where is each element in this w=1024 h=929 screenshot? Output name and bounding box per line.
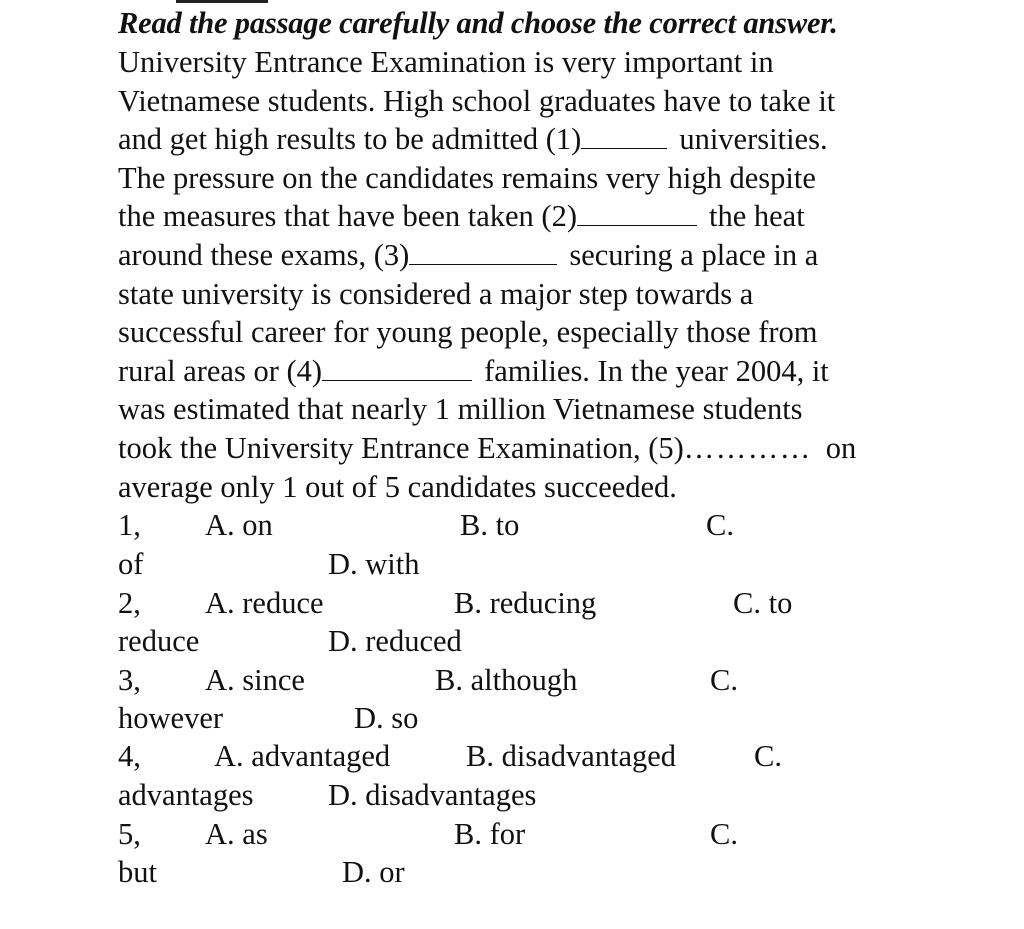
option-d[interactable]: D. with [328, 547, 420, 581]
passage-text: families. In the year 2004, it [484, 354, 829, 388]
cropped-heading-fragment [176, 0, 268, 3]
option-a[interactable]: A. since [205, 663, 305, 697]
passage-line [118, 236, 818, 274]
option-a[interactable]: A. advantaged [214, 739, 391, 773]
passage-text: took the University Entrance Examination, (5) [118, 431, 684, 465]
passage-text: universities. [679, 122, 828, 156]
passage-line: average only 1 out of 5 candidates succeeded. [118, 470, 677, 504]
option-a[interactable]: A. on [205, 508, 273, 542]
option-c[interactable]: C. [710, 817, 738, 851]
answer-blank-2 [577, 201, 697, 226]
passage-line [118, 352, 829, 390]
option-d[interactable]: D. reduced [328, 624, 462, 658]
passage-text: and get high results to be admitted (1) [118, 122, 582, 156]
option-c-continued[interactable]: but [118, 855, 157, 889]
passage-text: the measures that have been taken (2) [118, 199, 577, 233]
instruction-heading: Read the passage carefully and choose the correct answer. [118, 6, 838, 40]
passage-text: rural areas or (4) [118, 354, 323, 388]
question-number: 1, [118, 508, 141, 542]
passage-line [118, 120, 828, 158]
option-c[interactable]: C. [710, 663, 738, 697]
question-number: 3, [118, 663, 141, 697]
question-number: 2, [118, 586, 141, 620]
passage-line [118, 429, 856, 467]
option-c[interactable]: C. to [733, 586, 793, 620]
passage-text: on [825, 431, 857, 465]
option-c-continued[interactable]: reduce [118, 624, 200, 658]
option-b[interactable]: B. disadvantaged [466, 739, 677, 773]
passage-line: was estimated that nearly 1 million Vietnamese students [118, 392, 803, 426]
option-c-continued[interactable]: however [118, 701, 224, 735]
passage-line: Vietnamese students. High school graduates have to take it [118, 84, 836, 118]
answer-blank-3 [409, 240, 557, 265]
option-b[interactable]: B. although [435, 663, 578, 697]
option-c-continued[interactable]: advantages [118, 778, 254, 812]
option-c[interactable]: C. [706, 508, 734, 542]
option-a[interactable]: A. reduce [205, 586, 324, 620]
passage-text: securing a place in a [569, 238, 819, 272]
answer-blank-5: ………… [683, 431, 812, 465]
option-b[interactable]: B. reducing [454, 586, 597, 620]
passage-line: state university is considered a major step towards a [118, 277, 754, 311]
answer-blank-4 [322, 356, 472, 381]
question-number: 4, [118, 739, 141, 773]
passage-text: around these exams, (3) [118, 238, 410, 272]
passage-line [118, 197, 805, 235]
option-b[interactable]: B. to [460, 508, 520, 542]
option-c[interactable]: C. [754, 739, 782, 773]
option-c-continued[interactable]: of [118, 547, 144, 581]
question-number: 5, [118, 817, 141, 851]
passage-line: The pressure on the candidates remains very high despite [118, 161, 816, 195]
passage-line: University Entrance Examination is very important in [118, 45, 774, 79]
option-d[interactable]: D. disadvantages [328, 778, 537, 812]
passage-text: the heat [709, 199, 805, 233]
answer-blank-1 [581, 124, 667, 149]
passage-line: successful career for young people, especially those from [118, 315, 818, 349]
option-a[interactable]: A. as [205, 817, 268, 851]
option-b[interactable]: B. for [454, 817, 526, 851]
option-d[interactable]: D. so [354, 701, 419, 735]
option-d[interactable]: D. or [342, 855, 405, 889]
